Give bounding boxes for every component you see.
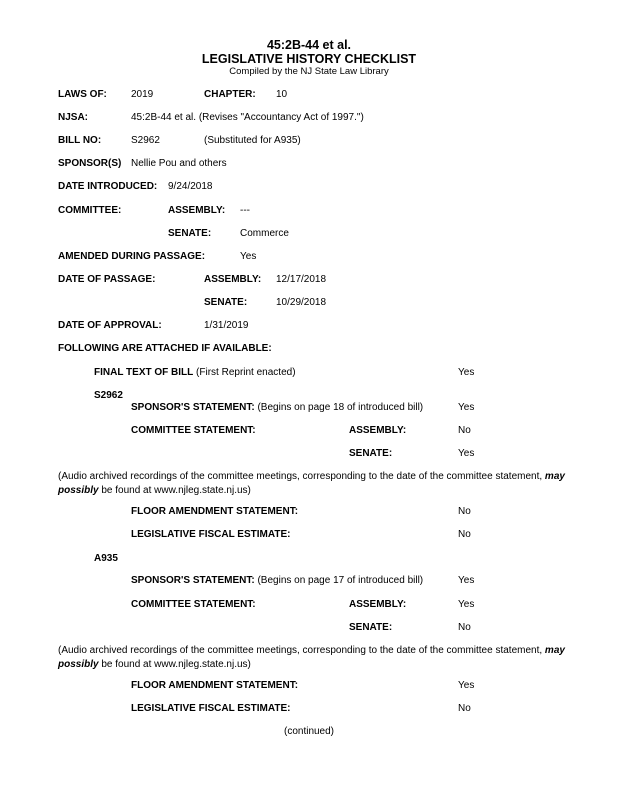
laws-of-value: 2019 xyxy=(131,89,154,100)
date-of-passage-label: DATE OF PASSAGE: xyxy=(58,274,156,285)
s2962-audio-note-emphasis: may possibly xyxy=(58,471,565,496)
a935-cs-assembly-label: ASSEMBLY: xyxy=(349,599,407,610)
s2962-floor-amendment-value: No xyxy=(458,506,471,517)
bill-no-value: S2962 xyxy=(131,135,160,146)
committee-assembly-label: ASSEMBLY: xyxy=(168,205,226,216)
committee-senate-value: Commerce xyxy=(240,228,289,239)
date-of-approval-label: DATE OF APPROVAL: xyxy=(58,320,162,331)
a935-audio-note-b: be found at www.njleg.state.nj.us) xyxy=(98,659,251,670)
page-title: LEGISLATIVE HISTORY CHECKLIST xyxy=(201,52,417,66)
final-text-label: FINAL TEXT OF BILL xyxy=(94,367,194,378)
a935-floor-amendment-label: FLOOR AMENDMENT STATEMENT: xyxy=(131,680,299,691)
final-text-note: (First Reprint enacted) xyxy=(196,367,296,378)
a935-floor-amendment-value: Yes xyxy=(458,680,475,691)
s2962-cs-assembly-label: ASSEMBLY: xyxy=(349,425,407,436)
date-introduced-value: 9/24/2018 xyxy=(168,181,213,192)
a935-audio-note-a: (Audio archived recordings of the committee meetings, corresponding to the date of the committee statement, xyxy=(58,645,545,656)
committee-senate-label: SENATE: xyxy=(168,228,212,239)
committee-label: COMMITTEE: xyxy=(58,205,122,216)
sponsors-label: SPONSOR(S) xyxy=(58,158,122,169)
passage-senate-label: SENATE: xyxy=(204,297,248,308)
passage-assembly-value: 12/17/2018 xyxy=(276,274,327,285)
passage-senate-value: 10/29/2018 xyxy=(276,297,327,308)
amended-value: Yes xyxy=(240,251,257,262)
a935-committee-statement-label: COMMITTEE STATEMENT: xyxy=(131,599,256,610)
committee-assembly-value: --- xyxy=(240,205,250,216)
laws-of-label: LAWS OF: xyxy=(58,89,107,100)
s2962-sponsor-statement-row xyxy=(131,402,423,413)
s2962-sponsor-statement-label: SPONSOR'S STATEMENT: xyxy=(131,402,255,413)
s2962-committee-statement-label: COMMITTEE STATEMENT: xyxy=(131,425,256,436)
s2962-fiscal-estimate-value: No xyxy=(458,529,471,540)
sponsors-value: Nellie Pou and others xyxy=(131,158,227,169)
a935-audio-note-emphasis: may possibly xyxy=(58,645,565,670)
s2962-cs-senate-label: SENATE: xyxy=(349,448,393,459)
continued-footer: (continued) xyxy=(283,726,335,737)
a935-cs-assembly-value: Yes xyxy=(458,599,475,610)
s2962-audio-note-a: (Audio archived recordings of the committee meetings, corresponding to the date of the committee statement, xyxy=(58,471,545,482)
a935-fiscal-estimate-label: LEGISLATIVE FISCAL ESTIMATE: xyxy=(131,703,291,714)
s2962-sponsor-statement-value: Yes xyxy=(458,402,475,413)
s2962-floor-amendment-label: FLOOR AMENDMENT STATEMENT: xyxy=(131,506,299,517)
s2962-cs-senate-value: Yes xyxy=(458,448,475,459)
final-text-value: Yes xyxy=(458,367,475,378)
citation-heading: 45:2B-44 et al. xyxy=(266,38,352,52)
bill-no-label: BILL NO: xyxy=(58,135,102,146)
amended-label: AMENDED DURING PASSAGE: xyxy=(58,251,206,262)
a935-fiscal-estimate-value: No xyxy=(458,703,471,714)
compiled-by: Compiled by the NJ State Law Library xyxy=(229,66,389,77)
s2962-cs-assembly-value: No xyxy=(458,425,471,436)
njsa-value: 45:2B-44 et al. (Revises "Accountancy Act of 1997.") xyxy=(131,112,364,123)
chapter-label: CHAPTER: xyxy=(204,89,256,100)
a935-cs-senate-value: No xyxy=(458,622,471,633)
date-of-approval-value: 1/31/2019 xyxy=(204,320,249,331)
s2962-audio-note-b: be found at www.njleg.state.nj.us) xyxy=(98,485,251,496)
a935-sponsor-statement-note: (Begins on page 17 of introduced bill) xyxy=(257,575,424,586)
date-introduced-label: DATE INTRODUCED: xyxy=(58,181,158,192)
s2962-audio-note xyxy=(58,470,606,498)
a935-sponsor-statement-label: SPONSOR'S STATEMENT: xyxy=(131,575,255,586)
passage-assembly-label: ASSEMBLY: xyxy=(204,274,262,285)
a935-audio-note xyxy=(58,644,606,672)
final-text-row xyxy=(94,367,296,378)
bill-substitution-note: (Substituted for A935) xyxy=(204,135,301,146)
a935-sponsor-statement-value: Yes xyxy=(458,575,475,586)
a935-cs-senate-label: SENATE: xyxy=(349,622,393,633)
chapter-value: 10 xyxy=(276,89,288,100)
s2962-fiscal-estimate-label: LEGISLATIVE FISCAL ESTIMATE: xyxy=(131,529,291,540)
attached-heading: FOLLOWING ARE ATTACHED IF AVAILABLE: xyxy=(58,343,272,354)
s2962-heading: S2962 xyxy=(94,390,123,401)
a935-sponsor-statement-row xyxy=(131,575,423,586)
s2962-sponsor-statement-note: (Begins on page 18 of introduced bill) xyxy=(257,402,424,413)
njsa-label: NJSA: xyxy=(58,112,89,123)
a935-heading: A935 xyxy=(94,553,118,564)
